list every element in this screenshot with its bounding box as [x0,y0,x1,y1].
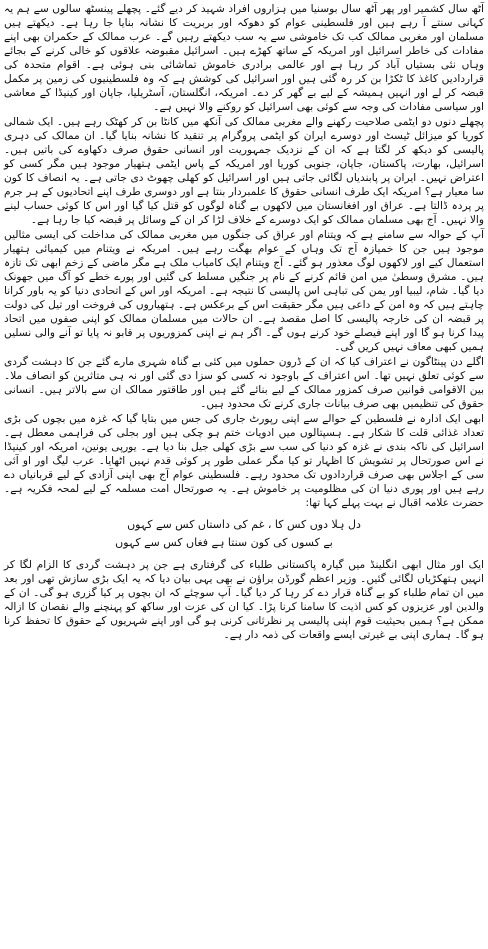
article-paragraph-2: پچھلے دنوں دو ایٹمی صلاحیت رکھنے والے مغربی ممالک کی آنکھ میں کانٹا بن کر کھٹک رہے ہیں۔ ایک شمالی کوریا کو میزائل ٹیسٹ اور دوسرے ایران کو ایٹمی پروگرام پر تنقید کا نشانہ بنایا گیا۔ ان ممالک کی دہری پالیسی کو دیکھ کر لگتا ہے کہ ان کے نزدیک جمہوریت اور انسانی حقوق صرف دکھاوے کی باتیں ہیں۔ اسرائیل، بھارت، پاکستان، جاپان، جنوبی کوریا اور امریکہ کے پاس ایٹمی ہتھیار موجود ہیں مگر کسی کو اعتراض نہیں۔ ایران پر پابندیاں لگائی جاتی ہیں اور اسرائیل کو کھلی چھوٹ دی جاتی ہے۔ یہ انصاف کا کون سا معیار ہے؟ امریکہ ایک طرف انسانی حقوق کا علمبردار بنتا ہے اور دوسری طرف اپنے اتحادیوں کے ہر جرم پر پردہ ڈالتا ہے۔ عراق اور افغانستان میں لاکھوں بے گناہ لوگوں کو قتل کیا گیا اور اس کا کوئی حساب لینے والا نہیں۔ آج بھی مسلمان ممالک کو ایک دوسرے کے خلاف لڑا کر ان کے وسائل پر قبضہ کیا جا رہا ہے۔ [4,116,484,226]
article-closing-paragraph: ایک اور مثال ابھی انگلینڈ میں گیارہ پاکستانی طلباء کی گرفتاری ہے جن پر دہشت گردی کا الزام لگا کر انہیں ہتھکڑیاں لگائی گئیں۔ وزیر اعظم گورڈن براؤن نے بھی یہی بیان دیا کہ یہ ایک بڑی سازش تھی اور بعد میں ان تمام طلباء کو بے گناہ قرار دے کر رہا کر دیا گیا۔ آپ سوچئے کہ ان بچوں پر کیا گزری ہو گی۔ ان کے والدین اور عزیزوں کو کس اذیت کا سامنا کرنا پڑا۔ کیا ان کی عزت اور ساکھ کو پہنچنے والے نقصان کا ازالہ ممکن ہے؟ ہمیں بحیثیت قوم اپنی پالیسی پر نظرثانی کرنی ہو گی اور اپنے شہریوں کے حقوق کا تحفظ کرنا ہو گا۔ ہماری اپنی بے غیرتی ایسے واقعات کی ذمہ دار ہے۔ [4,559,484,641]
article-paragraph-5: ابھی ایک ادارہ نے فلسطین کے حوالے سے اپنی رپورٹ جاری کی جس میں بتایا گیا کہ غزہ میں بچوں کی بڑی تعداد غذائی قلت کا شکار ہے۔ ہسپتالوں میں ادویات ختم ہو چکی ہیں اور بجلی کی فراہمی معطل ہے۔ اسرائیل کی ناکہ بندی نے غزہ کو دنیا کی سب سے بڑی کھلی جیل بنا دیا ہے۔ یورپی یونین، امریکہ اور کینیڈا نے اس صورتحال پر تشویش کا اظہار تو کیا مگر عملی طور پر کوئی قدم نہیں اٹھایا۔ عرب لیگ اور او آئی سی کے اجلاس بھی صرف قراردادوں تک محدود رہے۔ فلسطینی عوام آج بھی اپنی آزادی کے لیے قربانیاں دے رہے ہیں اور پوری دنیا ان کی مظلومیت پر خاموش ہے۔ یہ صورتحال امت مسلمہ کے لیے لمحہ فکریہ ہے۔ حضرت علامہ اقبال نے بہت پہلے کہا تھا: [4,413,484,509]
article-paragraph-1: آٹھ سال کشمیر اور پھر آٹھ سال بوسنیا میں ہزاروں افراد شہید کر دیے گئے۔ پچھلے پینسٹھ سالوں سے ہم یہ کہانی سنتے آ رہے ہیں اور فلسطینی عوام کو دھوکہ اور بربریت کا نشانہ بنایا جا رہا ہے۔ دیکھتے ہیں مسلمان اور مغربی ممالک کب تک خاموشی سے یہ سب دیکھتے رہیں گے۔ عرب ممالک کے حکمران بھی اپنے مفادات کی خاطر اسرائیل اور امریکہ کے ساتھ کھڑے ہیں۔ اسرائیل مقبوضہ علاقوں کو خالی کرنے کے بجائے وہاں نئی بستیاں آباد کر رہا ہے اور عالمی برادری خاموش تماشائی بنی ہوئی ہے۔ اقوام متحدہ کی قراردادیں کاغذ کا ٹکڑا بن کر رہ گئی ہیں اور اسرائیل کی کوشش ہے کہ وہ فلسطینیوں کی زمین پر مکمل قبضہ کر لے اور انہیں ہمیشہ کے لیے بے گھر کر دے۔ امریکہ، انگلستان، آسٹریلیا، جاپان اور کینیڈا کے معاشی اور سیاسی مفادات کی وجہ سے کوئی بھی اسرائیل کو روکنے والا نہیں ہے۔ [4,3,484,113]
verse-line-2: بے کسوں کی کون سنتا ہے فغاں کس سے کہوں [115,536,333,549]
article-paragraph-3: آپ کے حوالہ سے سامنے ہے کہ ویتنام اور عراق کی جنگوں میں مغربی ممالک کی مداخلت کی ایسی مثالیں موجود ہیں جن کا خمیازہ آج تک وہاں کے عوام بھگت رہے ہیں۔ امریکہ نے ویتنام میں کیمیائی ہتھیار استعمال کیے اور لاکھوں لوگ معذور ہو گئے۔ آج ویتنام ایک کامیاب ملک ہے مگر ماضی کے زخم ابھی تک تازہ ہیں۔ مشرق وسطیٰ میں امن قائم کرنے کے نام پر جنگیں مسلط کی گئیں اور پورے خطے کو آگ میں جھونک دیا گیا۔ شام، لیبیا اور یمن کی تباہی اس پالیسی کا نتیجہ ہے۔ امریکہ اور اس کے اتحادی دنیا کو یہ باور کرانا چاہتے ہیں کہ وہ امن کے داعی ہیں مگر حقیقت اس کے برعکس ہے۔ ہتھیاروں کی فروخت اور تیل کی دولت پر قبضہ ان کی خارجہ پالیسی کا اصل مقصد ہے۔ ان حالات میں مسلمان ممالک کو اپنی صفوں میں اتحاد پیدا کرنا ہو گا اور اپنے فیصلے خود کرنے ہوں گے۔ اگر ہم نے اپنی کمزوریوں پر قابو نہ پایا تو آنے والی نسلیں ہمیں کبھی معاف نہیں کریں گی۔ [4,229,484,353]
article-paragraph-4: اگلے دن پینٹاگون نے اعتراف کیا کہ ان کے ڈرون حملوں میں کئی بے گناہ شہری مارے گئے جن کا دہشت گردی سے کوئی تعلق نہیں تھا۔ اس اعتراف کے باوجود نہ کسی کو سزا دی گئی اور نہ ہی متاثرین کو انصاف ملا۔ بین الاقوامی قوانین صرف کمزور ممالک کے لیے بنائے گئے ہیں اور طاقتور ممالک ان سے بالاتر ہیں۔ انسانی حقوق کی تنظیمیں بھی صرف بیانات جاری کرنے تک محدود ہیں۔ [4,356,484,410]
poetry-verse [4,516,484,552]
verse-line-1: دل ہلا دوں کس کا ، غم کی داستاں کس سے کہوں [127,518,361,531]
